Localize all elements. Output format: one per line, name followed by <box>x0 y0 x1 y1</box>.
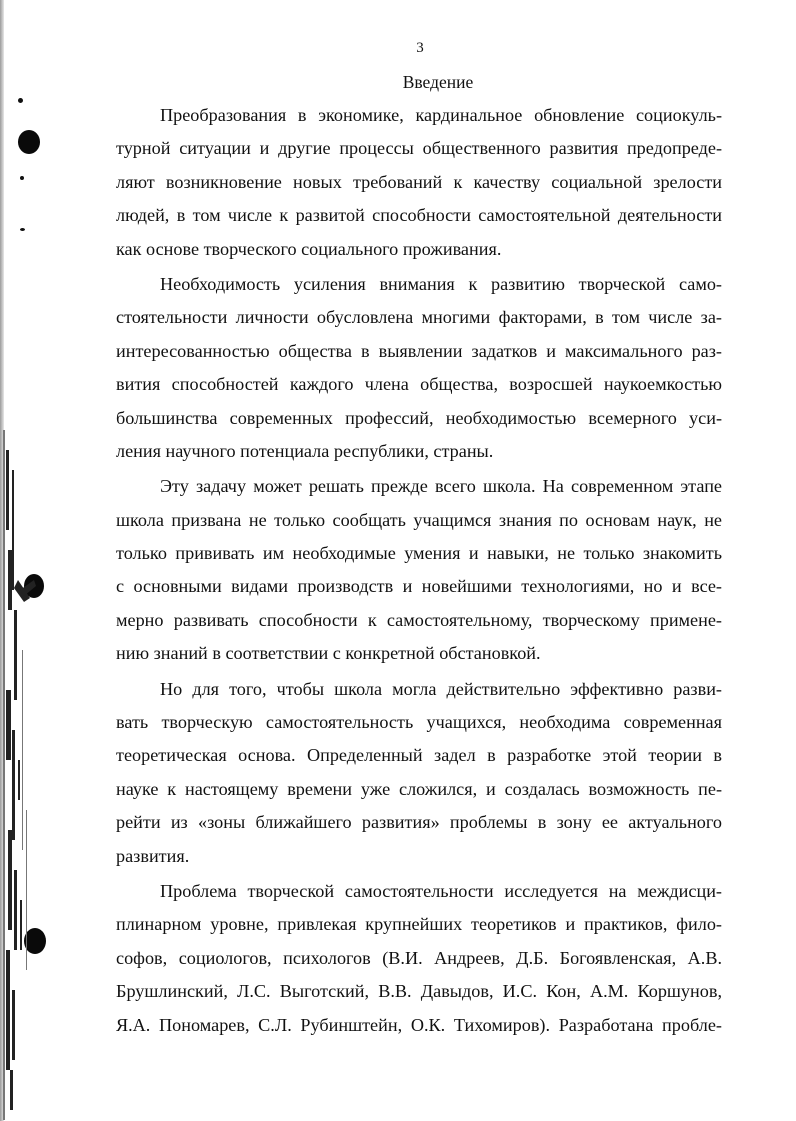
text-line: науке к настоящему времени уже сложился, и создалась возможность пе- <box>116 778 722 799</box>
text-line: Но для того, чтобы школа могла действительно эффективно разви- <box>160 678 722 699</box>
text-line: вать творческую самостоятельность учащихся, необходима современная <box>116 712 722 733</box>
text-line: софов, социологов, психологов (В.И. Андреев, Д.Б. Богоявленская, А.В. <box>116 947 722 968</box>
text-line: рейти из «зоны ближайшего развития» проблемы в зону ее актуального <box>116 812 722 833</box>
text-line: Брушлинский, Л.С. Выготский, В.В. Давыдов, И.С. Кон, А.М. Коршунов, <box>116 981 722 1002</box>
text-line: Эту задачу может решать прежде всего школа. На современном этапе <box>160 476 722 497</box>
text-line: стоятельности личности обусловлена многими факторами, в том числе за- <box>116 307 722 328</box>
scan-edge <box>0 0 4 1121</box>
scan-speck <box>20 228 25 231</box>
text-line: интересованностью общества в выявлении задатков и максимального раз- <box>116 340 722 361</box>
text-line: нию знаний в соответствии с конкретной обстановкой. <box>116 643 541 664</box>
paragraph <box>116 99 722 266</box>
text-line: турной ситуации и другие процессы общественного развития предопреде- <box>116 138 722 159</box>
text-line: школа призвана не только сообщать учащимся знания по основам наук, не <box>116 509 722 530</box>
text-line: только прививать им необходимые умения и навыки, не только знакомить <box>116 543 722 564</box>
text-line: мерно развивать способности к самостоятельному, творческому примене- <box>116 609 722 630</box>
paragraph <box>116 875 722 1042</box>
text-line: большинства современных профессий, необходимостью всемерного уси- <box>116 407 722 428</box>
punch-hole <box>24 928 46 954</box>
text-line: с основными видами производств и новейшими технологиями, но и все- <box>116 576 722 597</box>
text-line: людей, в том числе к развитой способности самостоятельной деятельности <box>116 205 722 226</box>
text-line: теоретическая основа. Определенный задел в разработке этой теории в <box>116 745 722 766</box>
paragraph <box>116 673 722 873</box>
punch-hole <box>24 574 44 598</box>
text-line: развития. <box>116 845 190 866</box>
body-text <box>116 99 722 1042</box>
text-line: Необходимость усиления внимания к развитию творческой само- <box>160 273 722 294</box>
text-line: вития способностей каждого члена общества, возросшей наукоемкостью <box>116 374 722 395</box>
scan-noise <box>0 430 58 1120</box>
text-line: Проблема творческой самостоятельности исследуется на междисци- <box>160 880 722 901</box>
text-line: Я.А. Пономарев, С.Л. Рубинштейн, О.К. Тихомиров). Разработана пробле- <box>116 1014 722 1035</box>
text-line: как основе творческого социального проживания. <box>116 238 502 259</box>
paragraph <box>116 268 722 468</box>
text-line: ления научного потенциала республики, страны. <box>116 440 494 461</box>
page-number: 3 <box>416 40 424 56</box>
punch-hole <box>18 130 40 154</box>
text-line: ляют возникновение новых требований к качеству социальной зрелости <box>116 171 722 192</box>
text-line: плинарном уровне, привлекая крупнейших теоретиков и практиков, фило- <box>116 914 722 935</box>
paragraph <box>116 470 722 670</box>
text-line: Преобразования в экономике, кардинальное обновление социокуль- <box>160 105 722 125</box>
scan-speck <box>20 176 24 180</box>
scan-speck <box>18 98 23 103</box>
section-heading: Введение <box>402 72 474 92</box>
